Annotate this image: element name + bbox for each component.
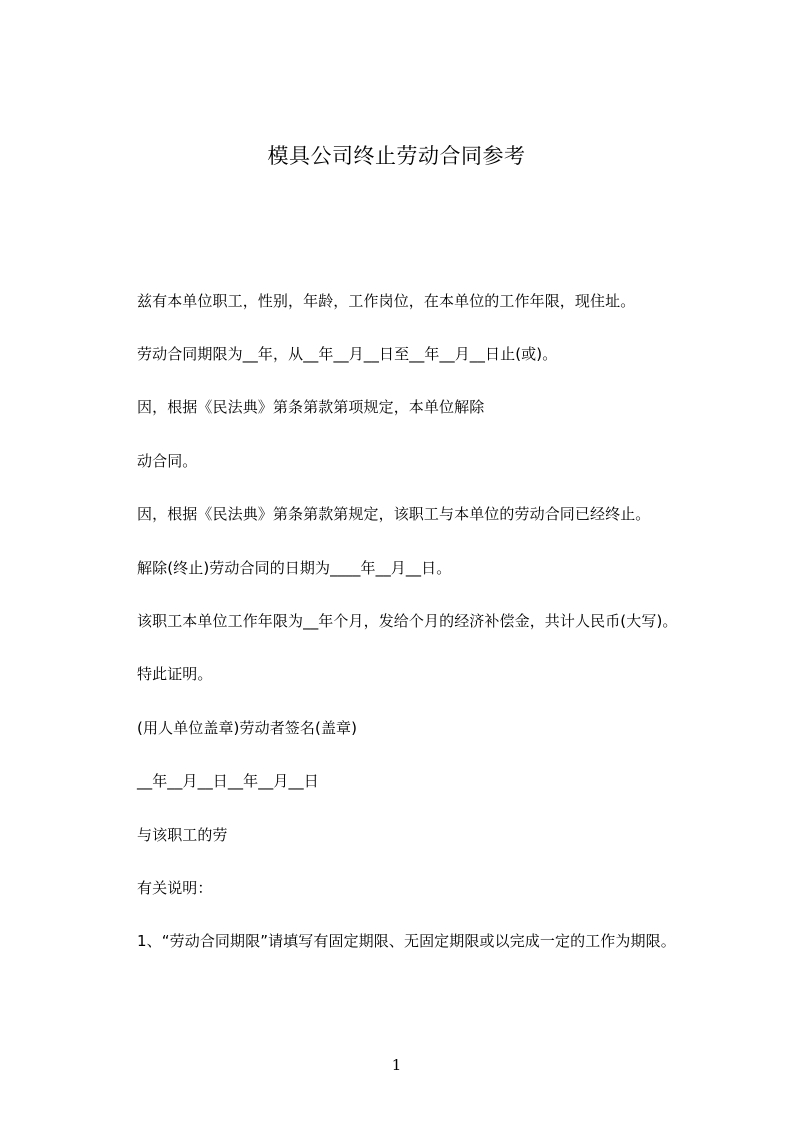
paragraph-contract-ended: 因，根据《民法典》第条第款第规定，该职工与本单位的劳动合同已经终止。 <box>137 505 651 523</box>
paragraph-notes-heading: 有关说明： <box>137 879 213 897</box>
paragraph-employee-info: 兹有本单位职工，性别，年龄，工作岗位，在本单位的工作年限，现住址。 <box>137 292 636 310</box>
paragraph-termination-date: 解除(终止)劳动合同的日期为____年__月__日。 <box>137 559 452 577</box>
paragraph-contract-term: 劳动合同期限为__年，从__年__月__日至__年__月__日止(或)。 <box>137 345 558 363</box>
paragraph-signatures: (用人单位盖章)劳动者签名(盖章) <box>137 719 358 737</box>
paragraph-fragment: 与该职工的劳 <box>137 826 228 844</box>
paragraph-termination-basis-continued: 动合同。 <box>137 452 198 470</box>
paragraph-compensation: 该职工本单位工作年限为__年个月，发给个月的经济补偿金，共计人民币(大写)。 <box>137 612 678 630</box>
paragraph-termination-basis: 因，根据《民法典》第条第款第项规定，本单位解除 <box>137 398 485 416</box>
paragraph-signature-dates: __年__月__日__年__月__日 <box>137 772 319 790</box>
page-number: 1 <box>391 1056 402 1074</box>
paragraph-certification: 特此证明。 <box>137 665 213 683</box>
document-title: 模具公司终止劳动合同参考 <box>267 144 526 168</box>
paragraph-note-1: 1、“劳动合同期限”请填写有固定期限、无固定期限或以完成一定的工作为期限。 <box>137 932 676 950</box>
